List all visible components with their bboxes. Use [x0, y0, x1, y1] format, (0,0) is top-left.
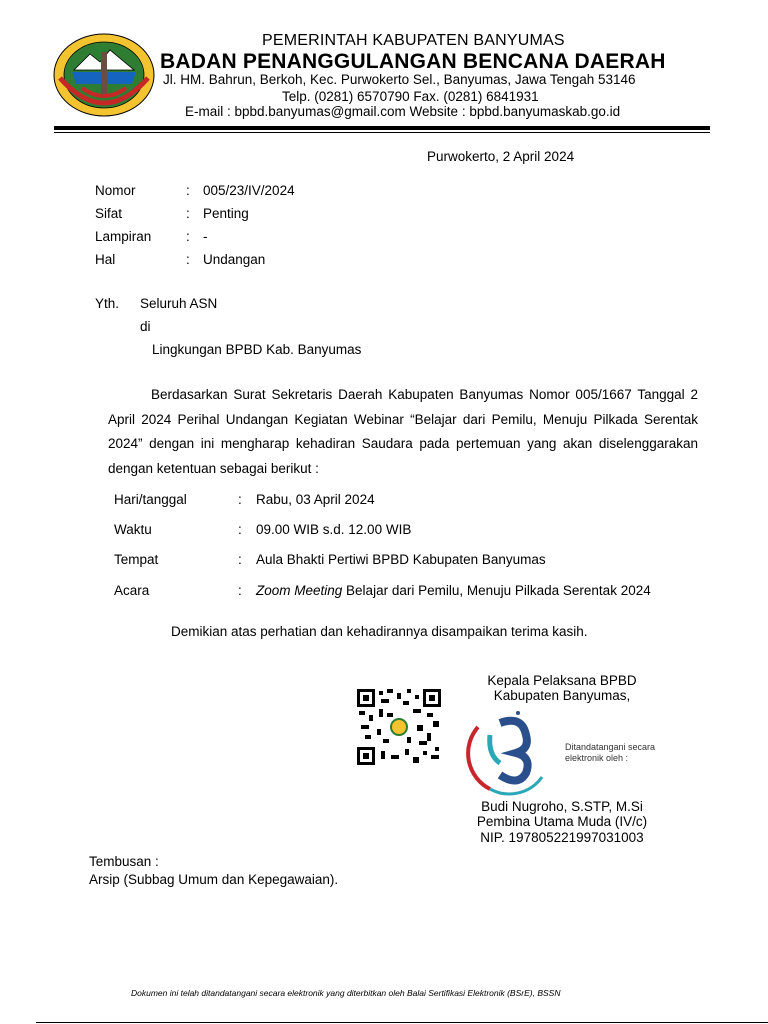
detail-label-place: Tempat — [114, 552, 159, 567]
meta-colon: : — [186, 206, 190, 221]
meta-colon: : — [186, 252, 190, 267]
signer-title-line2: Kabupaten Banyumas, — [493, 688, 631, 703]
meta-label-number: Nomor — [95, 183, 136, 198]
qr-code — [357, 689, 441, 765]
bottom-rule — [36, 1022, 768, 1023]
detail-value-date: Rabu, 03 April 2024 — [256, 492, 375, 507]
meta-label-attachment: Lampiran — [95, 229, 152, 244]
meta-colon: : — [186, 229, 190, 244]
detail-colon: : — [238, 522, 242, 537]
electronic-signature-logo — [460, 705, 560, 797]
meta-value-number: 005/23/IV/2024 — [203, 183, 295, 198]
body-paragraph: Berdasarkan Surat Sekretaris Daerah Kabupaten Banyumas Nomor 005/1667 Tanggal 2 April 2024 Perihal Undangan Kegiatan Webinar “Belajar dari Pemilu, Menuju Pilkada Serentak 2024” dengan ini mengharap kehadiran Saudara pada pertemuan yang akan diselenggarakan dengan ketentuan sebagai berikut : — [108, 387, 698, 477]
detail-label-date: Hari/tanggal — [114, 492, 187, 507]
detail-label-time: Waktu — [114, 522, 152, 537]
detail-value-time: 09.00 WIB s.d. 12.00 WIB — [256, 522, 412, 537]
signer-title-line1: Kepala Pelaksana BPBD — [487, 673, 637, 688]
detail-value-place: Aula Bhakti Pertiwi BPBD Kabupaten Banyumas — [256, 552, 546, 567]
footer-note: Dokumen ini telah ditandatangani secara elektronik yang diterbitkan oleh Balai Sertifikasi Elektronik (BSrE), BSSN — [131, 988, 561, 998]
letterhead-agency: BADAN PENANGGULANGAN BENCANA DAERAH — [160, 50, 666, 73]
meta-label-subject: Hal — [95, 252, 116, 267]
detail-value-event: Zoom Meeting Belajar dari Pemilu, Menuju Pilkada Serentak 2024 — [256, 583, 651, 598]
signer-rank: Pembina Utama Muda (IV/c) — [476, 814, 648, 829]
closing-sentence: Demikian atas perhatian dan kehadirannya disampaikan terima kasih. — [171, 624, 588, 639]
recipient-salutation: Yth. — [95, 296, 120, 311]
meta-value-nature: Penting — [203, 206, 249, 221]
meta-value-attachment: - — [203, 229, 208, 244]
letterhead-rule-thick — [54, 126, 710, 130]
regency-logo — [52, 32, 156, 118]
signer-name: Budi Nugroho, S.STP, M.Si — [481, 799, 643, 814]
recipient-name: Seluruh ASN — [140, 296, 218, 311]
detail-colon: : — [238, 552, 242, 567]
recipient-place: Lingkungan BPBD Kab. Banyumas — [152, 342, 362, 357]
detail-colon: : — [238, 492, 242, 507]
detail-label-event: Acara — [114, 583, 150, 598]
letterhead-rule-thin — [54, 132, 710, 133]
letterhead-contact: E-mail : bpbd.banyumas@gmail.com Website : bpbd.banyumaskab.go.id — [185, 104, 621, 119]
esign-note: Ditandatangani secara elektronik oleh : — [565, 742, 656, 763]
letterhead-government: PEMERINTAH KABUPATEN BANYUMAS — [262, 32, 565, 49]
recipient-di: di — [140, 319, 151, 334]
cc-item: Arsip (Subbag Umum dan Kepegawaian). — [89, 872, 339, 887]
signer-nip: NIP. 197805221997031003 — [480, 830, 644, 845]
letter-date: Purwokerto, 2 April 2024 — [427, 149, 575, 164]
meta-colon: : — [186, 183, 190, 198]
letterhead-phone: Telp. (0281) 6570790 Fax. (0281) 6841931 — [282, 89, 539, 104]
cc-heading: Tembusan : — [89, 854, 159, 869]
detail-colon: : — [238, 583, 242, 598]
letterhead-address: Jl. HM. Bahrun, Berkoh, Kec. Purwokerto Sel., Banyumas, Jawa Tengah 53146 — [163, 72, 636, 87]
meta-label-nature: Sifat — [95, 206, 123, 221]
meta-value-subject: Undangan — [203, 252, 266, 267]
